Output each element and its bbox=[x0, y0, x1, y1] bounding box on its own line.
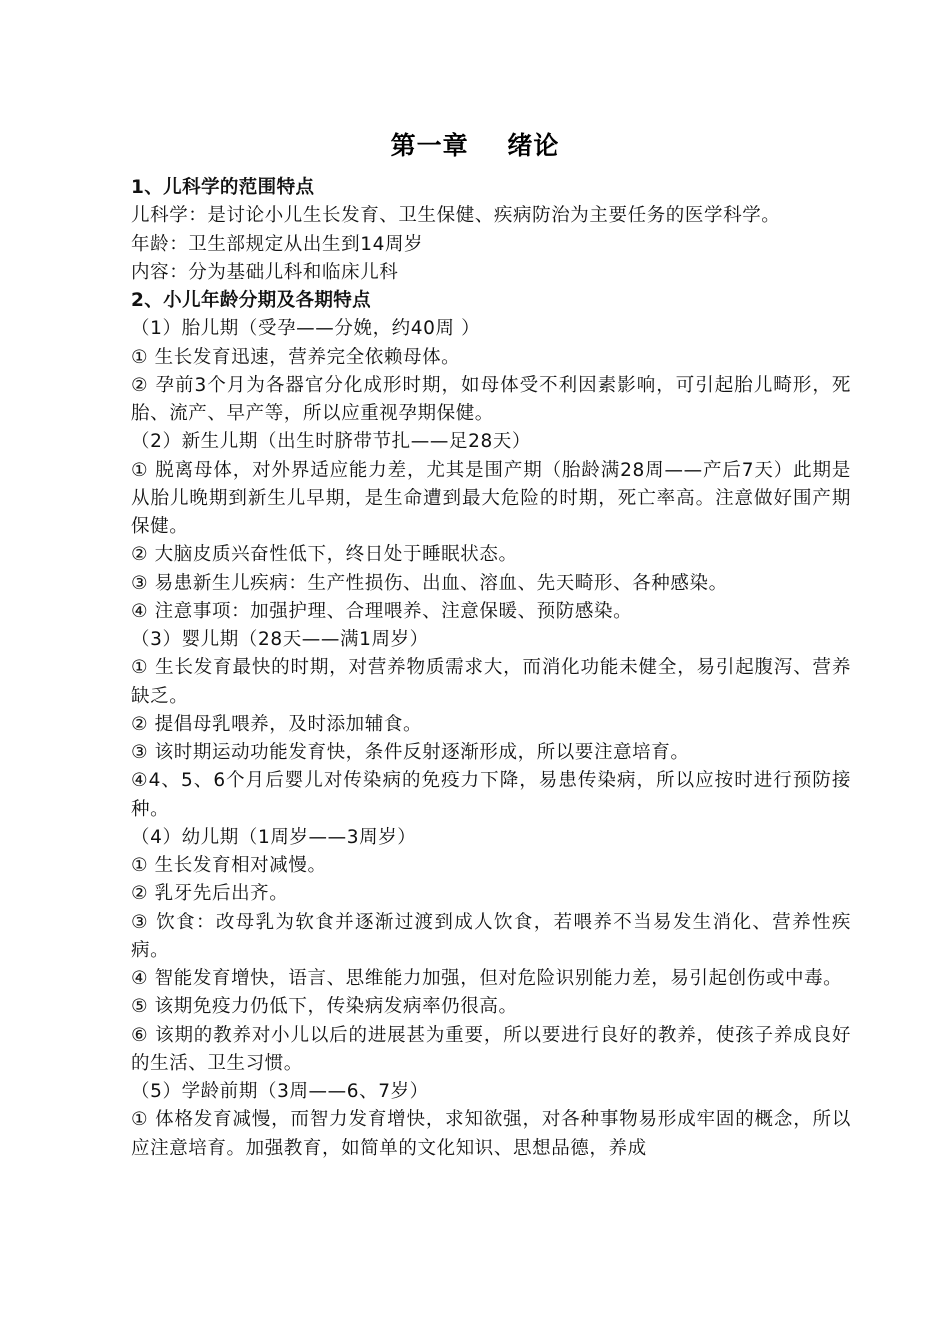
subsection-heading: （5）学龄前期（3周——6、7岁） bbox=[131, 1081, 429, 1102]
list-item: ④ 智能发育增快，语言、思维能力加强，但对危险识别能力差，易引起创伤或中毒。 bbox=[131, 968, 843, 989]
section-heading: 1、儿科学的范围特点 bbox=[131, 177, 315, 198]
list-item: ③ 该时期运动功能发育快，条件反射逐渐形成，所以要注意培育。 bbox=[131, 742, 690, 763]
list-item: ④ 注意事项：加强护理、合理喂养、注意保暖、预防感染。 bbox=[131, 600, 633, 622]
list-item: ① 体格发育减慢，而智力发育增快，求知欲强，对各种事物易形成牢固的概念，所以应注意培育。加强教育，如简单的文化知识、思想品德，养成 bbox=[131, 1109, 851, 1159]
list-item: ② 乳牙先后出齐。 bbox=[131, 883, 289, 905]
list-item: ① 脱离母体，对外界适应能力差，尤其是围产期（胎龄满28周——产后7天）此期是从胎儿晚期到新生儿早期，是生命遭到最大危险的时期，死亡率高。注意做好围产期保健。 bbox=[131, 459, 851, 537]
list-item: ③ 饮食：改母乳为软食并逐渐过渡到成人饮食，若喂养不当易发生消化、营养性疾病。 bbox=[131, 911, 851, 961]
list-item: ① 生长发育迅速，营养完全依赖母体。 bbox=[131, 346, 461, 368]
list-item: ⑥ 该期的教养对小儿以后的进展甚为重要，所以要进行良好的教养，使孩子养成良好的生活、卫生习惯。 bbox=[131, 1024, 851, 1074]
list-item: ④4、5、6个月后婴儿对传染病的免疫力下降，易患传染病，所以应按时进行预防接种。 bbox=[131, 770, 851, 820]
list-item: ① 生长发育相对减慢。 bbox=[131, 855, 327, 876]
list-item: ③ 易患新生儿疾病：生产性损伤、出血、溶血、先天畸形、各种感染。 bbox=[131, 572, 728, 594]
subsection-heading: （2）新生儿期（出生时脐带节扎——足28天） bbox=[131, 431, 532, 453]
subsection-heading: （3）婴儿期（28天——满1周岁） bbox=[131, 629, 429, 650]
list-item: ① 生长发育最快的时期，对营养物质需求大，而消化功能未健全，易引起腹泻、营养缺乏。 bbox=[131, 657, 851, 707]
subsection-heading: （1）胎儿期（受孕——分娩，约40周 ） bbox=[131, 318, 481, 340]
list-item: ② 孕前3个月为各器官分化成形时期，如母体受不利因素影响，可引起胎儿畸形，死胎、流产、早产等，所以应重视孕期保健。 bbox=[131, 374, 851, 424]
section-heading: 2、小儿年龄分期及各期特点 bbox=[131, 290, 372, 311]
paragraph: 内容：分为基础儿科和临床儿科 bbox=[131, 261, 399, 283]
list-item: ⑤ 该期免疫力仍低下，传染病发病率仍很高。 bbox=[131, 996, 518, 1018]
document-body bbox=[131, 174, 851, 1163]
paragraph: 年龄：卫生部规定从出生到14周岁 bbox=[131, 233, 424, 255]
subsection-heading: （4）幼儿期（1周岁——3周岁） bbox=[131, 826, 417, 848]
chapter-title: 第一章 绪论 bbox=[390, 131, 560, 160]
list-item: ② 提倡母乳喂养，及时添加辅食。 bbox=[131, 713, 423, 735]
paragraph: 儿科学：是讨论小儿生长发育、卫生保健、疾病防治为主要任务的医学科学。 bbox=[131, 205, 781, 227]
list-item: ② 大脑皮质兴奋性低下，终日处于睡眠状态。 bbox=[131, 544, 518, 566]
